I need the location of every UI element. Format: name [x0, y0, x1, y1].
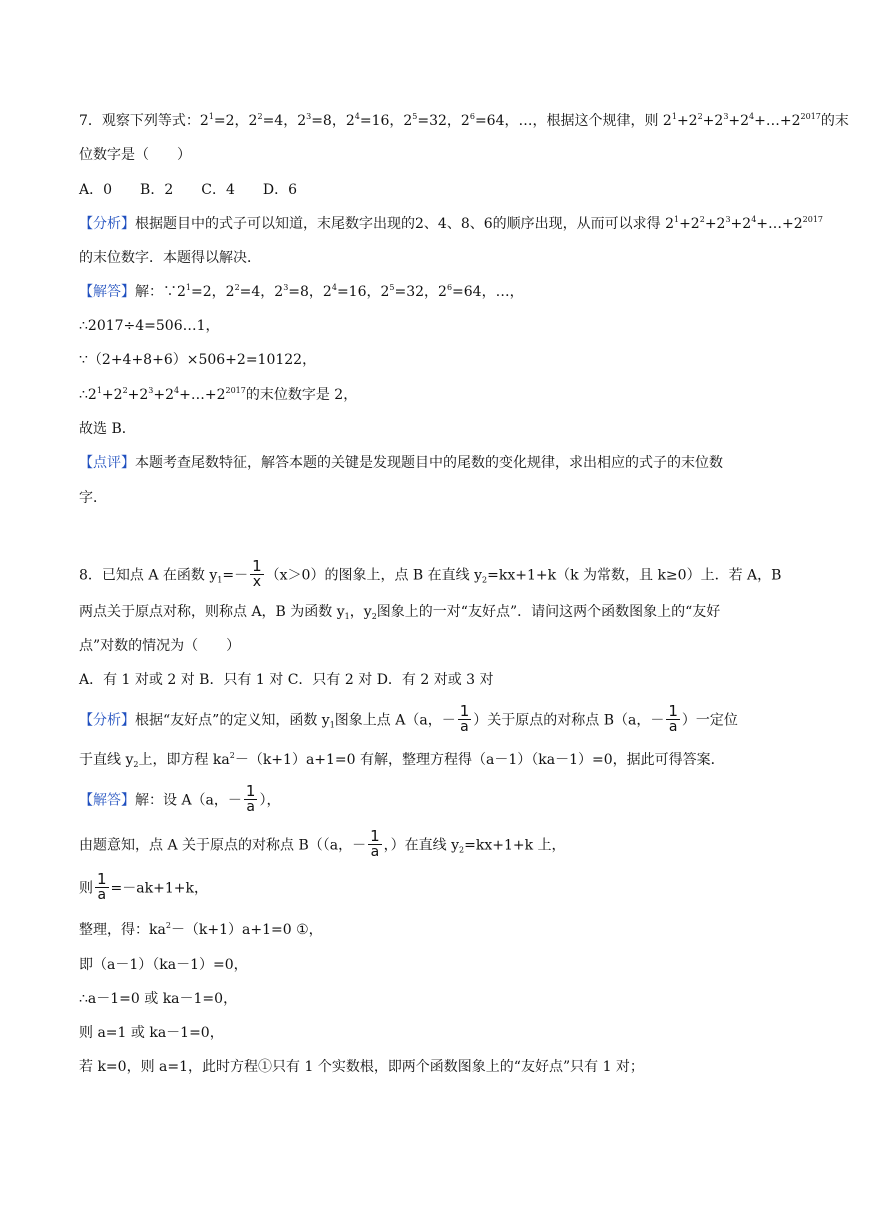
superscript: 4: [174, 386, 180, 395]
q8-stem-text: =－: [222, 567, 249, 584]
q8-solution-text: ），: [259, 792, 281, 809]
q8-solution-step2: [79, 870, 799, 903]
fraction-1-over-a: [244, 784, 258, 815]
q7-solution-expression: [186, 284, 524, 300]
superscript: 3: [283, 283, 289, 292]
q8-solution-text: －（k+1）a+1=0 ①，: [170, 922, 323, 938]
expression-text: =4，2: [262, 113, 307, 129]
superscript: 4: [331, 283, 337, 292]
q7-solution-step4: 故选 B．: [79, 421, 136, 437]
q7-option-c: C．4: [201, 182, 235, 198]
fraction-denominator: a: [460, 719, 469, 735]
solution-tag: 【解答】: [79, 792, 135, 809]
fraction-numerator: 1: [252, 557, 262, 575]
q8-analysis-text: ）关于原点的对称点 B（a，－: [473, 712, 665, 729]
expression-text: 的末位数字是 2，: [245, 387, 358, 403]
expression-text: +…+2: [179, 387, 226, 403]
superscript: 3: [148, 386, 154, 395]
fraction-1-over-a: [95, 872, 109, 903]
q7-stem-expression: [209, 113, 849, 129]
expression-text: =16，2: [359, 113, 413, 129]
q8-solution-step6: 则 a=1 或 ka－1=0，: [79, 1025, 224, 1041]
comment-tag: 【点评】: [79, 455, 135, 471]
expression-text: =16，2: [336, 284, 390, 300]
fraction-numerator: 1: [97, 870, 107, 888]
q7-option-a: A．0: [79, 182, 113, 198]
q8-solution-text: 解：设 A（a，－: [135, 792, 242, 809]
expression-text: +2: [676, 113, 698, 129]
expression-text: +2: [702, 113, 724, 129]
q8-analysis-line2: [79, 750, 799, 770]
expression-text: +…+2: [754, 113, 801, 129]
subscript: 2: [482, 575, 488, 585]
subscript: 2: [133, 760, 139, 769]
q8-solution-text: 整理，得：ka: [79, 922, 166, 938]
fraction-numerator: 1: [370, 827, 380, 845]
fraction-denominator: a: [668, 719, 678, 735]
superscript: 6: [446, 283, 453, 292]
fraction-denominator: x: [252, 574, 262, 590]
superscript: 2017: [225, 386, 246, 395]
q7-solution-step2: ∵（2+4+8+6）×506+2=10122，: [79, 352, 317, 368]
expression-text: +2: [704, 216, 726, 232]
q8-solution-text: =－ak+1+k，: [110, 880, 208, 897]
q7-analysis-line2: 的末位数字．本题得以解决．: [79, 250, 261, 266]
expression-text: =64，…，: [452, 284, 524, 300]
fraction-denominator: a: [370, 844, 380, 860]
superscript: 5: [412, 112, 418, 121]
expression-text: =32，2: [394, 284, 447, 300]
q8-stem-text: 图象上的一对“友好点”．请问这两个函数图象上的“友好: [376, 604, 721, 620]
subscript: 1: [217, 575, 223, 585]
q8-stem-line3: 点”对数的情况为（ ）: [79, 638, 241, 654]
q7-options: [79, 180, 799, 200]
q7-option-b: B．2: [140, 182, 174, 198]
q8-stem-line2: [79, 602, 799, 622]
superscript: 6: [469, 112, 475, 121]
superscript: 2: [257, 112, 263, 121]
q7-stem-text: 7．观察下列等式：2: [79, 113, 209, 129]
q7-analysis-line1: [79, 214, 824, 234]
q8-solution-step7: 若 k=0，则 a=1，此时方程①只有 1 个实数根，即两个函数图象上的“友好点”只有 1 对；: [79, 1059, 644, 1075]
expression-text: =8，2: [311, 113, 355, 129]
analysis-tag: 【分析】: [79, 712, 135, 729]
subscript: 2: [371, 612, 377, 621]
q8-solution-text: 由题意知，点 A 关于原点的对称点 B（（a，－: [79, 837, 367, 854]
superscript: 5: [389, 283, 395, 292]
q8-solution-text: =kx+1+k 上，: [464, 837, 566, 854]
q7-stem-line2: 位数字是（ ）: [79, 147, 191, 163]
solution-tag: 【解答】: [79, 284, 135, 300]
expression-text: 的末: [820, 113, 849, 129]
q7-solution-text: 解：∵2: [135, 284, 186, 300]
fraction-numerator: 1: [245, 782, 256, 800]
superscript: 2: [122, 386, 128, 395]
q8-solution-step4: 即（a－1）（ka－1）=0，: [79, 957, 248, 973]
fraction-1-over-a: [368, 829, 382, 860]
q8-solution-step5: ∴a－1=0 或 ka－1=0，: [79, 991, 238, 1007]
q7-comment-text: 本题考查尾数特征，解答本题的关键是发现题目中的尾数的变化规律，求出相应的式子的末位数: [135, 455, 723, 471]
q8-analysis-text: 根据“友好点”的定义知，函数 y: [135, 712, 330, 729]
expression-text: +2: [127, 387, 149, 403]
fraction-1-over-x: [250, 559, 264, 590]
expression-text: +2: [730, 216, 752, 232]
q8-stem-line1: [79, 557, 799, 590]
q8-solution-text: ，）在直线 y: [383, 837, 460, 854]
q8-stem-text: ，y: [349, 604, 372, 620]
q8-analysis-text: 图象上点 A（a，－: [334, 712, 456, 729]
superscript: 2: [165, 921, 171, 930]
q8-stem-text: 两点关于原点对称，则称点 A，B 为函数 y: [79, 604, 345, 620]
q8-solution-step3: [79, 920, 799, 940]
fraction-1-over-a: [458, 704, 472, 735]
fraction-numerator: 1: [459, 702, 470, 720]
superscript: 2017: [802, 215, 824, 224]
fraction-denominator: a: [246, 799, 255, 815]
superscript: 1: [185, 283, 192, 292]
expression-text: +2: [679, 216, 700, 232]
q7-solution-step3: [79, 385, 799, 405]
expression-text: +2: [101, 387, 123, 403]
superscript: 1: [673, 215, 680, 224]
q7-comment-line1: [79, 453, 799, 473]
q8-solution-step1: [79, 827, 799, 860]
q7-stem-line1: [79, 111, 849, 131]
q8-analysis-line1: [79, 702, 799, 735]
superscript: 4: [354, 112, 360, 121]
q7-solution-step1: ∴2017÷4=506…1，: [79, 318, 220, 334]
q8-analysis-text: 上，即方程 ka: [138, 752, 230, 768]
q7-step3-text: ∴2: [79, 387, 97, 403]
fraction-numerator: 1: [668, 702, 678, 720]
q8-solution-line1: [79, 782, 799, 815]
q7-step3-expression: [97, 387, 357, 403]
q7-comment-line2: 字．: [79, 490, 107, 506]
q8-stem-text: =kx+1+k（k 为常数，且 k≥0）上．若 A，B: [487, 567, 782, 584]
analysis-tag: 【分析】: [79, 216, 135, 232]
superscript: 4: [749, 112, 755, 121]
superscript: 2: [697, 112, 703, 121]
subscript: 1: [344, 612, 350, 621]
superscript: 1: [208, 112, 214, 121]
fraction-denominator: a: [97, 887, 107, 903]
subscript: 1: [329, 720, 335, 730]
superscript: 3: [725, 215, 731, 224]
superscript: 2: [699, 215, 705, 224]
expression-text: =2，2: [191, 284, 235, 300]
expression-text: =4，2: [239, 284, 284, 300]
subscript: 2: [459, 845, 465, 855]
superscript: 3: [723, 112, 729, 121]
superscript: 2: [234, 283, 240, 292]
expression-text: +2: [153, 387, 175, 403]
expression-text: =8，2: [288, 284, 332, 300]
superscript: 2: [229, 751, 235, 760]
q8-analysis-text: 于直线 y: [79, 752, 134, 768]
q7-analysis-text: 根据题目中的式子可以知道，末尾数字出现的2、4、8、6的顺序出现，从而可以求得 2: [135, 216, 674, 232]
q8-analysis-text: －（k+1）a+1=0 有解，整理方程得（a－1）（ka－1）=0，据此可得答案．: [234, 752, 725, 768]
q8-stem-text: 8．已知点 A 在函数 y: [79, 567, 218, 584]
q8-stem-text: （x＞0）的图象上，点 B 在直线 y: [265, 567, 483, 584]
superscript: 1: [671, 112, 677, 121]
superscript: 3: [306, 112, 312, 121]
expression-text: =64，…，根据这个规律，则 2: [474, 113, 672, 129]
superscript: 2017: [800, 112, 821, 121]
q7-solution-line1: [79, 282, 799, 302]
expression-text: +…+2: [756, 216, 803, 232]
expression-text: +2: [728, 113, 750, 129]
q8-solution-text: 则: [79, 880, 93, 897]
expression-text: =32，2: [417, 113, 470, 129]
q7-option-d: D．6: [262, 182, 297, 198]
expression-text: =2，2: [213, 113, 258, 129]
superscript: 1: [96, 386, 102, 395]
fraction-1-over-a: [666, 704, 680, 735]
q7-analysis-expression: [674, 216, 823, 232]
q8-options: A．有 1 对或 2 对 B．只有 1 对 C．只有 2 对 D．有 2 对或 3 对: [79, 672, 494, 688]
superscript: 4: [751, 215, 757, 224]
q8-analysis-text: ）一定位: [681, 712, 738, 729]
